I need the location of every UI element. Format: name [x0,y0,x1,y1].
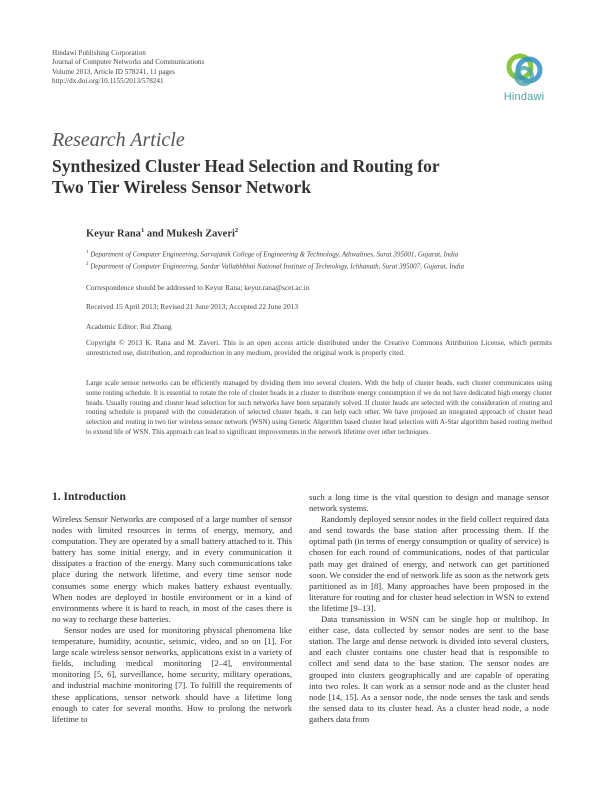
body-column-left [52,514,292,725]
copyright-notice: Copyright © 2013 K. Rana and M. Zaveri. This is an open access article distributed under the Creative Commons Attribution License, which permits unrestricted use, distribution, and reproduction in any medium, provided the original work is properly cited. [86,338,552,358]
affiliation [86,250,566,258]
publisher-name: Hindawi Publishing Corporation [52,49,146,57]
journal-header [52,49,412,87]
affiliation-mark: 2 [86,262,89,267]
article-title [52,156,532,198]
author-list [86,227,238,240]
affiliation-text: Department of Computer Engineering, Sardar Vallabhbhai National Institute of Technology, Ichhanath, Surat 395007, Gujarat, India [88,262,465,271]
author-affiliation-mark: 2 [234,227,239,234]
correspondence: Correspondence should be addressed to Keyur Rana; keyur.rana@scet.ac.in [86,283,310,292]
author-name: Keyur Rana [86,228,141,240]
affiliation-text: Department of Computer Engineering, Sarvajanik College of Engineering & Technology, Athwalines, Surat 395001, Gujarat, India [88,250,459,259]
author-connector: and [144,228,167,240]
section-heading: 1. Introduction [52,491,126,503]
affiliation-mark: 1 [86,250,89,255]
hindawi-logo-text: Hindawi [503,91,545,103]
body-column-right [309,492,549,725]
affiliation [86,262,566,270]
article-dates: Received 15 April 2013; Revised 21 June 2013; Accepted 22 June 2013 [86,302,299,311]
author-name: Mukesh Zaveri [166,228,235,240]
doi-link[interactable]: http://dx.doi.org/10.1155/2013/578241 [52,77,164,86]
article-type: Research Article [52,129,185,151]
abstract: Large scale sensor networks can be efficiently managed by dividing them into several clusters. With the help of cluster heads, each cluster communicates using some routing schedule. It is essential to rotate the role of cluster heads in a cluster to distribute energy consumption if we do not have dedicated high energy cluster heads. Usually routing and cluster head selection for such networks have been separately solved. If cluster heads are selected with the consideration of routing and routing schedule is prepared with the consideration of selected cluster heads, it can help each other. We have proposed an integrated approach of cluster head selection and routing in two tier wireless sensor network (WSN) using Genetic Algorithm based cluster head selection with A-Star algorithm based routing method to extend life of WSN. This approach can lead to significant improvements in the network lifetime over other techniques. [86,379,552,436]
paragraph: Data transmission in WSN can be single hop or multihop. In either case, data collected by sensor nodes are sent to the base station. The large and dense network is divided into several clusters, and each cluster contains one cluster head that is responsible to collect and send data to the base station. The sensor nodes are grouped into clusters geographically and are capable of operating into two roles. It can work as a sensor node and as the cluster head node [14, 15]. As a sensor node, the node senses the task and sends the sensed data to its cluster head. As a cluster head node, a node gathers data from [309,614,549,724]
paragraph: Sensor nodes are used for monitoring physical phenomena like temperature, humidity, acoustic, seismic, video, and so on [1]. For large scale wireless sensor networks, applications exist in a variety of fields, including medical monitoring [2–4], environmental monitoring [5, 6], surveillance, home security, military operations, and industrial machine monitoring [7]. To fulfill the requirements of these applications, sensor network should have a lifetime long enough to cater for several months. How to prolong the network lifetime to [52,624,292,724]
paragraph: such a long time is the vital question to design and manage sensor network systems. [309,492,549,514]
title-line: Two Tier Wireless Sensor Network [52,177,311,197]
academic-editor: Academic Editor: Rui Zhang [86,322,172,331]
volume-info: Volume 2013, Article ID 578241, 11 pages [52,67,175,76]
paragraph: Wireless Sensor Networks are composed of a large number of sensor nodes with limited resources in terms of energy, memory, and computation. They are operated by a small battery attached to it. This battery has some initial energy, and in every communication it dissipates a fraction of the energy. Many such communications take place during the network lifetime, and every time sensor node consumes some energy which makes battery exhaust eventually. When nodes are deployed in hostile environment or in a kind of environments where it is hard to reach, in most of the cases there is no way to recharge these batteries. [52,514,292,624]
paragraph: Randomly deployed sensor nodes in the field collect required data and send towards the base station after processing them. If the optimal path (in terms of energy consumption or quality of service) is chosen for each round of communications, nodes of that particular path may get drained of energy, and network can get partitioned soon. We consider the end of network life as soon as the network gets partitioned as in [8]. Many approaches have been proposed in the literature for routing and for cluster head selection in WSN to extend the lifetime [9–13]. [309,514,549,613]
journal-name: Journal of Computer Networks and Communications [52,58,205,67]
title-line: Synthesized Cluster Head Selection and Routing for [52,156,440,176]
author-affiliation-mark: 1 [140,227,145,234]
